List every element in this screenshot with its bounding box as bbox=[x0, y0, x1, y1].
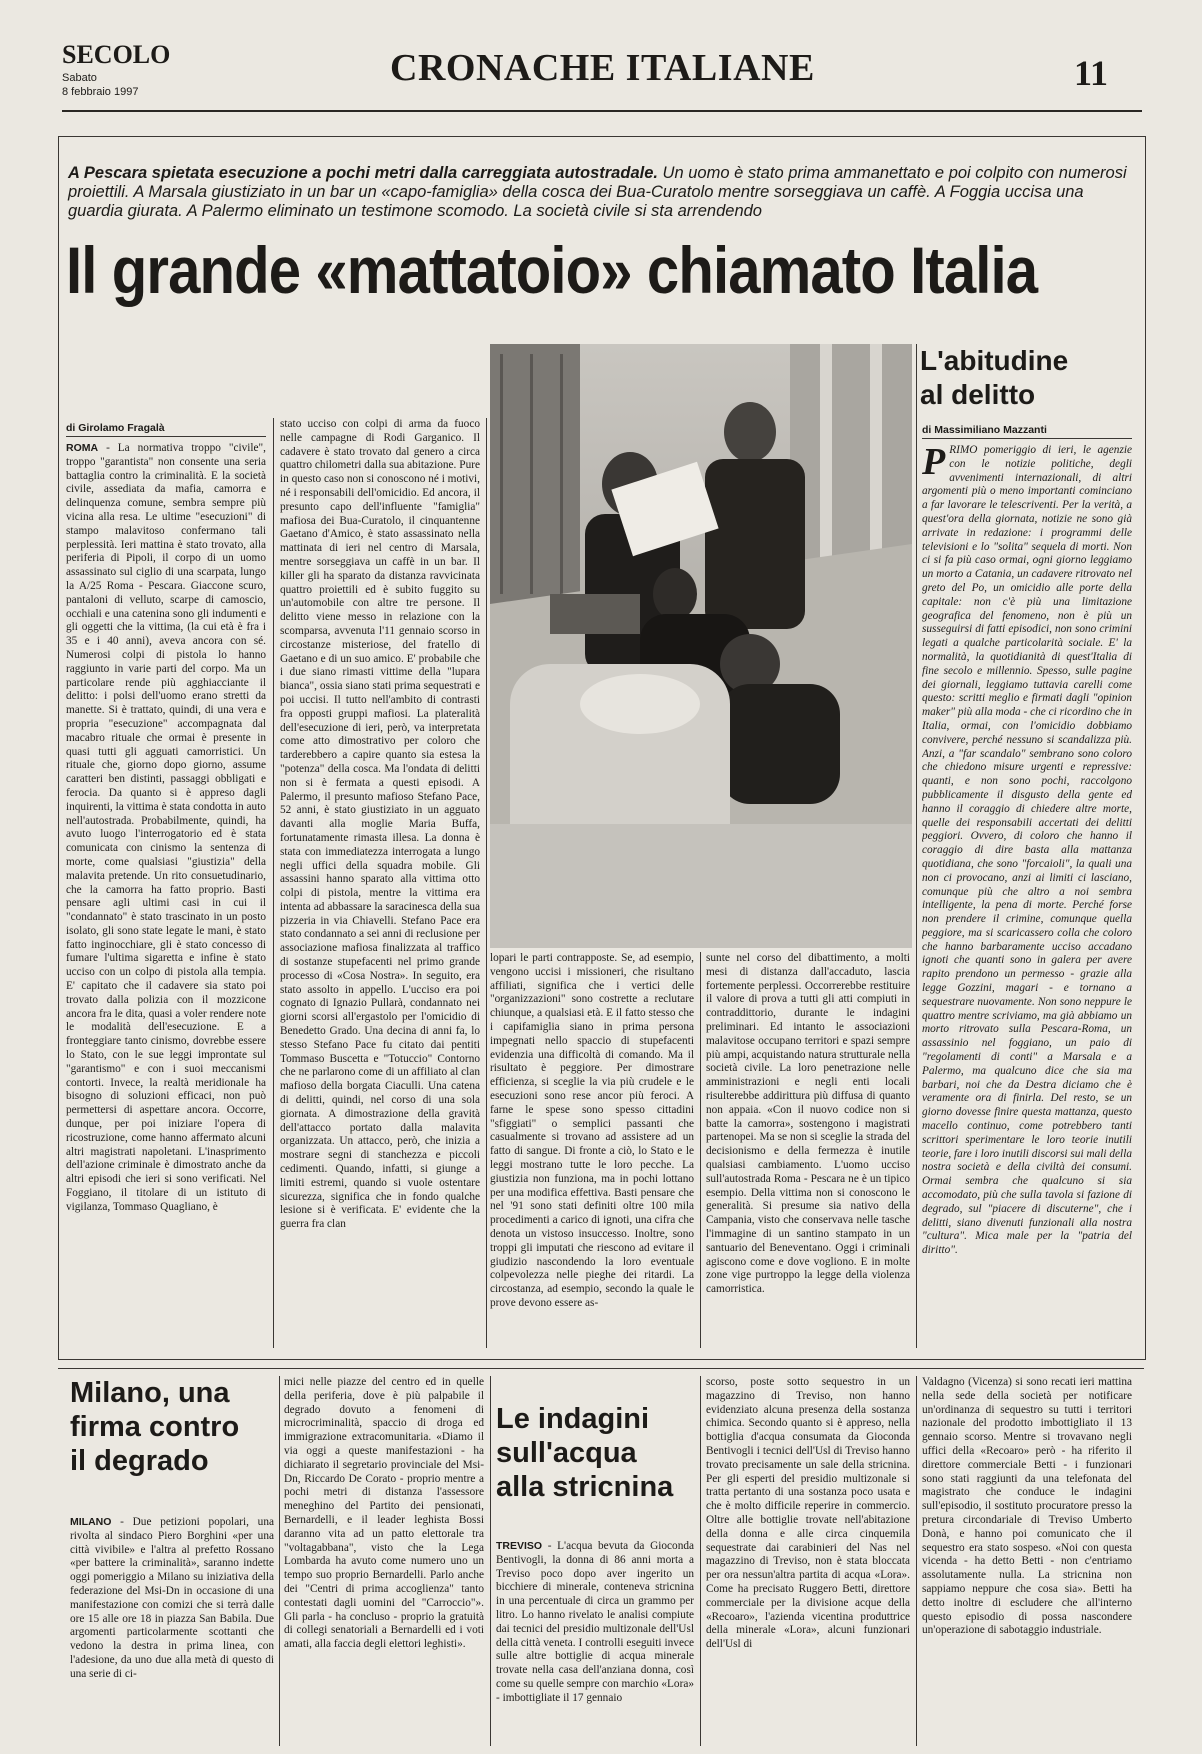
masthead bbox=[62, 40, 170, 98]
treviso-column-rule-2 bbox=[916, 1376, 917, 1746]
sidebar-title bbox=[920, 344, 1068, 412]
main-col-3: lopari le parti contrapposte. Se, ad esempio, vengono uccisi i missioneri, che risultano affiliati, significa che i vertici delle "organizzazioni" sono costrette a reclutare chiunque, a qualsiasi età. E il fatto stesso che i capifamiglia siano in prima persona impegnati nello spaccio di stupefacenti evidenzia una difficoltà di comando. Ma il risultato è peggiore. Per dimostrare efficienza, si sceglie la via più crudele e le esecuzioni sono rese ancor più feroci. A farne le spese sono spesso cittadini "sfiggiati" o semplici passanti che casualmente si trovano ad assistere ad un fatto di sangue. Di fronte a ciò, lo Stato e le leggi mostrano tutte le loro pecche. La giustizia non funziona, ma in pochi lottano per una modifica effettiva. Basti pensare che nel '91 sono stati definiti oltre 100 mila procedimenti a carico di ignoti, una cifra che denota un vistoso insuccesso. Inoltre, sono troppi gli imputati che riescono ad evitare il giudizio nascondendo la loro eventuale colpevolezza nelle pieghe dei ritardi. La circostanza, ad esempio, secondo la quale le prove devono essere as- bbox=[490, 952, 694, 1309]
treviso-col-1-text: - L'acqua bevuta da Gioconda Bentivogli, la donna di 86 anni morta a Treviso poco dopo aver ingerito un bicchiere di minerale, conteneva stricnina in una percentuale di circa un grammo per litro. Lo hanno rivelato le analisi compiute dai tecnici del presidio multizonale dell'Usl della città veneta. I controlli eseguiti invece sulle altre bottiglie di acqua minerale trovate nella casa dell'anziana donna, così come su quelle sempre con marchio «Lora» - imbottigliate il 17 gennaio bbox=[496, 1540, 694, 1704]
treviso-title-line-2: sull'acqua bbox=[496, 1437, 637, 1469]
sidebar-text: RIMO pomeriggio di ieri, le agenzie con le notizie politiche, degli avvenimenti internazionali, di altri argomenti più o meno importanti cominciano a far lavorare le telescriventi. Per la verità, a quest'ora della giornata, notizie ne sono già arrivate in redazione: i programmi delle televisioni e lo "solita" sequela di morti. Non ci si fa più caso ormai, ogni giorno leggiamo un morto a Catania, un cadavere ritrovato nel greto del Po, un omicidio alle porte della capitale: non c'è più una limitazione geografica del fenomeno, non è più un susseguirsi di fatti episodici, non sono crimini legati a qualche particolarità sociale. E' la normalità, la quotidianità di quest'Italia di fine secolo e millennio. Spesso, sulle pagine dei giornali, leggiamo tuttavia carelli come questo: scritti meglio e firmati dagli "opinion maker" più alla moda - che ci ricordino che in Italia, ormai, con l'omicidio dobbiamo convivere, perché nessuno si scandalizza più. Anzi, a "far scandalo" sembrano sono coloro che chiedono misure urgenti e repressive: quanti, e non sono pochi, raccolgono pubblicamente il disgusto della gente ed hanno il coraggio di chiedere altre morte, quelle dei responsabili accertati dei delitti peggiori. Ovvero, di coloro che hanno il coraggio di dire basta alla mattanza quotidiana, che sono "forcaioli", la quali una non ci provocano, anzi ai limiti ci lasciano, comunque più che altro a noi sembra intelligente, la pena di morte. Perché forse non prendere il crimine, comunque quella peggiore, ma si scaricassero colla che coloro che hanno barbaramente ucciso accadano ignoti che quanti sono in galera per avere rapito prendono un permesso - grazie alla legge Gozzini, magari - e tornano a sequestrare nuovamente. Non sono neppure le quattro mentre scriviamo, ma già abbiamo un morto ritrovato sulla Pescara-Roma, un assassinio nel foggiano, un paio di "regolamenti di conti" a Marsala e a Palermo, ma qualcuno dice che sia ma barbari, noi che da Destra diciamo che è veramente ora di finirla. Del resto, se un giorno dovesse finire questa mattanza, questo macello continuo, come potrebbero tanti scrittori sperimentare le loro teorie inutili teorie, fare i loro inutili discorsi sui mali della nostra società e della civiltà dei consumi. Ormai sembra che qualcuno si sia accomodato, più che sulla tavola si fazione di degrado, sul "piacere di discuterne", che i delitti, siano divenuti funzionali alla nostra "cultura". Mica male per la "patria del diritto". bbox=[922, 444, 1132, 1257]
sidebar-dropcap: P bbox=[922, 444, 946, 483]
photo-illustration bbox=[490, 344, 912, 948]
article-kicker bbox=[68, 164, 1128, 221]
treviso-title-line-1: Le indagini bbox=[496, 1403, 650, 1435]
treviso-col-1 bbox=[496, 1540, 694, 1746]
treviso-dateline: TREVISO bbox=[496, 1540, 543, 1552]
kicker-bold: A Pescara spietata esecuzione a pochi metri dalla carreggiata autostradale. bbox=[68, 164, 658, 182]
milano-dateline: MILANO bbox=[70, 1516, 112, 1528]
milano-title-line-3: il degrado bbox=[70, 1445, 209, 1477]
issue-date: 8 febbraio 1997 bbox=[62, 86, 139, 98]
main-col-1 bbox=[66, 442, 266, 1348]
milano-col-1 bbox=[70, 1516, 274, 1744]
milano-col-1-text: - Due petizioni popolari, una rivolta al sindaco Piero Borghini «per una città vivibile» e l'altra al prefetto Rossano «per battere la criminalità», saranno indette oggi pomeriggio a Milano su iniziativa della federazione del Msi-Dn in occasione di una manifestazione con comizi che si terrà dalle ore 15 alle ore 18 in piazza San Babila. Due argomenti particolarmente scottanti che vedono la destra in prima linea, con l'adesione, da uno due alla metà di questo di una serie di ci- bbox=[70, 1516, 274, 1680]
treviso-title bbox=[496, 1402, 673, 1504]
masthead-rule bbox=[62, 110, 1142, 112]
page-number: 11 bbox=[1074, 53, 1109, 93]
milano-title bbox=[70, 1376, 239, 1478]
sidebar-byline: di Massimiliano Mazzanti bbox=[922, 424, 1047, 436]
milano-title-line-2: firma contro bbox=[70, 1411, 240, 1443]
main-col-1-text: - La normativa troppo "civile", troppo "garantista" non consente una seria battaglia contro la criminalità. E la società civile, assediata da mafia, camorra e delinquenza comune, sembra sempre più vicina alla resa. Le ultime "esecuzioni" di stampo malavitoso confermano tali perplessità. Ieri mattina è stato trovato, alla periferia di Pipoli, il corpo di un uomo assassinato sul ciglio di una scarpata, lungo la A/25 Roma - Pescara. Giaccone scuro, pantaloni di velluto, scarpe di camoscio, occhiali e una catenina sono gli indumenti e gli oggetti che la vittima, (la cui età è fra i 35 e i 40 anni), aveva ancora con sé. Numerosi colpi di pistola lo hanno raggiunto in varie parti del corpo. Ma un particolare rende più agghiacciante il delitto: i polsi dell'uomo erano stretti da manette. Si è trattato, quindi, di una vera e propria "esecuzione" accompagnata dal macabro rituale che ormai è presente in quasi tutti gli agguati camorristici. Un rituale che, giorno dopo giorno, assume caratteri ben distinti, passaggi obbligati e ferocia. Da quanto si è appreso dagli inquirenti, la vittima è stata condotta in auto nell'autostrada. Probabilmente, quindi, ha avuto luogo l'interrogatorio ed è stata comunicata con cinismo la sentenza di morte, come qualsiasi "giustizia" della malavita pretende. Un rito consuetudinario, che la camorra ha fatto proprio. Basti pensare agli ultimi casi in cui il "condannato" è stato trascinato in un posto isolato, gli sono state legate le mani, è stato fatto inginocchiare, gli è stato concesso di fumare l'ultima sigaretta e infine è stato ucciso con un colpo di pistola alla tempia. E' capitato che il cadavere sia stato poi trovato dalla polizia con il mozzicone ancora fra le dita, quasi a voler rendere note le modalità dell'esecuzione. E a fronteggiare tanto cinismo, dovrebbe essere lo Stato, con le sue leggi improntate sul "garantismo" e con i suoi meccanismi contorti. Invece, la realtà meridionale ha bisogno di soluzioni efficaci, non può permettersi di aspettare ancora. Occorre, dunque, per poi iniziare l'opera di ricostruzione, come hanno affermato alcuni altri magistrati napoletani. L'inasprimento dell'azione criminale è dimostrato anche da altri episodi che ieri si sono verificati. Nel Foggiano, il titolare di un istituto di vigilanza, Tommaso Quagliano, è bbox=[66, 442, 266, 1213]
treviso-title-line-3: alla stricnina bbox=[496, 1471, 674, 1503]
newspaper-logo: SECOLO bbox=[62, 40, 171, 69]
kicker-rest: Un uomo è stato prima ammanettato e poi colpito con numerosi proiettili. A Marsala giustiziato in un bar un «capo-famiglia» della cosca dei Bua-Curatolo mentre sorseggiava un caffè. A Foggia uccisa una guardia giurata. A Palermo eliminato un testimone scomodo. La società civile si sta arrendendo bbox=[68, 164, 1127, 220]
sidebar-rule bbox=[916, 344, 917, 1348]
column-rule-2 bbox=[486, 418, 487, 1348]
sidebar-byline-rule bbox=[922, 438, 1132, 439]
crime-scene-photo bbox=[490, 344, 912, 948]
byline-rule bbox=[66, 436, 266, 437]
milano-col-2: mici nelle piazze del centro ed in quelle della periferia, dove è più palpabile il degrado dovuto a fenomeni di microcriminalità, spaccio di droga ed immigrazione extracomunitaria. «Diamo il via oggi a queste manifestazioni - ha dichiarato il segretario provinciale del Msi-Dn, Riccardo De Corato - proprio mentre a pochi metri di distanza l'assessore meneghino del Partito dei pensionati, Bernardelli, e il leader leghista Bossi daranno vita ad un patto elettorale tra "voltagabbana", visto che la Lega Lombarda ha avuto come numero uno un tempo suo proprio Bernardelli. Parlo anche dei "Centri di prima accoglienza" tanto contestati dagli uomini del "Carroccio"». Gli parla - ha concluso - proprio la gratuità di collegi senatoriali a Bernardelli ed i voti amati, alla faccia degli elettori leghisti». bbox=[284, 1376, 484, 1651]
issue-day: Sabato bbox=[62, 72, 97, 84]
sidebar-text-column bbox=[922, 444, 1132, 1348]
main-dateline: ROMA bbox=[66, 442, 99, 454]
treviso-column-rule-1 bbox=[700, 1376, 701, 1746]
milano-column-rule bbox=[279, 1376, 280, 1746]
milano-title-line-1: Milano, una bbox=[70, 1377, 230, 1409]
column-rule-3 bbox=[700, 952, 701, 1348]
main-headline: Il grande «mattatoio» chiamato Italia bbox=[66, 233, 1038, 307]
main-col-2: stato ucciso con colpi di arma da fuoco nelle campagne di Rodi Garganico. Il cadavere è stato trovato dal genero a circa quattro chilometri dalla sua abitazione. Pure in questo caso non si conoscono né i motivi, né i responsabili dell'omicidio. Ed ancora, il presunto capo dell'influente "famiglia" mafiosa dei Bua-Curatolo, il cinquantenne Gaetano d'Amico, è stato assassinato nella mattinata di ieri nel centro di Marsala, mentre sorseggiava un caffè in un bar. Il killer gli ha sparato da distanza ravvicinata quattro proiettili ed è subito fuggito su un'automobile con altre tre persone. Il delitto viene messo in relazione con la scomparsa, avvenuta l'11 gennaio scorso in circostanze misteriose, del fratello di Gaetano e di un suo amico. E' probabile che i due siano rimasti vittime della "lupara bianca", ossia siano stati prima sequestrati e poi uccisi. Il tutto nell'ambito di contrasti fra opposti gruppi mafiosi. La plateralità dell'esecuzione di ieri, però, va interpretata come atto dimostrativo per coloro che tarderebbero a capire quanto sia estesa la "potenza" della cosca. Ma l'ondata di delitti non si è fermata a questi episodi. A Palermo, il presunto mafioso Stefano Pace, 52 anni, è stato giustiziato in un agguato davanti alla moglie Maria Buffa, fortunatamente rimasta illesa. La donna è stata con immediatezza interrogata a lungo negli uffici della squadra mobile. Gli assassini hanno sparato alla vittima otto colpi di pistola, mentre la vittima era intenta ad abbassare la saracinesca della sua pizzeria in via Chiavelli. Stefano Pace era stato condannato a sei anni di reclusione per associazione mafiosa finalizzata al traffico di sostanze stupefacenti nel primo grande processo di «Cosa Nostra». In seguito, era stato assolto in appello. L'ucciso era poi cognato di Ignazio Pullarà, condannato nei giorni scorsi all'ergastolo per l'omicidio di Benedetto Grado. Una decina di anni fa, lo stesso Stefano Pace fu citato dai pentiti Tommaso Buscetta e "Totuccio" Contorno che ne parlarono come di un affiliato al clan mafioso della borgata Ciaculli. Una catena di delitti, quindi, nel corso di una sola giornata. A dimostrazione della gravità dell'attacco portato dalla malavita organizzata. Un attacco, però, che inizia a mostrare segni di stanchezza e piccoli cedimenti. Quando, infatti, si giunge a limiti estremi, quando si vuole ostentare sicurezza, significa che in fondo qualche lesione si è verificata. E' evidente che la guerra fra clan bbox=[280, 418, 480, 1231]
main-col-4: sunte nel corso del dibattimento, a molti mesi di distanza dall'accaduto, lascia fortemente perplessi. Occorrerebbe restituire il valore di prova a tutti gli atti compiuti in contraddittorio, durante le indagini preliminari. Ed intanto le associazioni malavitose occupano territori e spazi sempre più ampi, acquistando natura strutturale nella società civile. La loro penetrazione nelle amministrazioni e negli enti locali risulterebbe addirittura più diffusa di quanto non appaia. «Con il nuovo codice non si batte la camorra», sostengono i magistrati partenopei. Ma se non si sceglie la strada del decisionismo e della fermezza è inutile qualsiasi cambiamento. L'uomo ucciso sull'autostrada Roma - Pescara ne è un tipico esempio. Della vittima non si conoscono le generalità. Si presume sia nativo della Campania, visto che conservava nelle tasche l'immagine di un santino stampato in un santuario del Beneventano. Oggi i criminali agiscono come e dove vogliono. E in molte zone vige purtroppo la legge della violenza camorristica. bbox=[706, 952, 910, 1296]
main-byline: di Girolamo Fragalà bbox=[66, 422, 165, 434]
treviso-col-2: scorso, poste sotto sequestro in un magazzino di Treviso, non hanno evidenziato alcuna presenza della sostanza chimica. Secondo quanto si è appreso, nella bottiglia d'acqua consumata da Gioconda Bentivogli i tecnici dell'Usl di Treviso hanno trovato precisamente un sale della stricnina. Per gli esperti del presidio multizonale si tratta pertanto di una sostanza poco usata e che è molto difficile reperire in commercio. Oltre alle bottiglie trovate nell'abitazione della donna e alle circa cinquemila sequestrate dai carabinieri del Nas nel magazzino di Treviso, non è stata bloccata per ora nessun'altra partita di acqua «Lora». Come ha precisato Ruggero Betti, direttore commerciale per la divisione acque della «Recoaro», l'azienda vicentina produttrice della minerale «Lora», alcuni funzionari dell'Usl di bbox=[706, 1376, 910, 1651]
bottom-section-rule bbox=[58, 1368, 1144, 1369]
articles-divider bbox=[490, 1376, 491, 1746]
section-title: CRONACHE ITALIANE bbox=[390, 47, 815, 89]
sidebar-title-line-1: L'abitudine bbox=[920, 345, 1069, 376]
column-rule-1 bbox=[273, 418, 274, 1348]
sidebar-title-line-2: al delitto bbox=[920, 379, 1036, 410]
treviso-col-3: Valdagno (Vicenza) si sono recati ieri mattina nella sede della società per notificare un'ordinanza di sequestro su tutti i territori nazionale del prodotto imbottigliato il 13 gennaio scorso. Mentre si trovavano negli uffici della «Recoaro» però - ha riferito il direttore commerciale Betti - i funzionari sono stati raggiunti da una telefonata del magistrato che conduce le indagini sull'episodio, il sostituto procuratore presso la pretura circondariale di Treviso Umberto Donà, e hanno poi comunicato che il sequestro era stato sospeso. «Noi con questa vicenda - ha detto Betti - non c'entriamo assolutamente nulla. La stricnina non sappiamo neppure che cosa sia». Betti ha detto inoltre di escludere che all'interno questo episodio di possa nascondere un'operazione di sabotaggio industriale. bbox=[922, 1376, 1132, 1637]
